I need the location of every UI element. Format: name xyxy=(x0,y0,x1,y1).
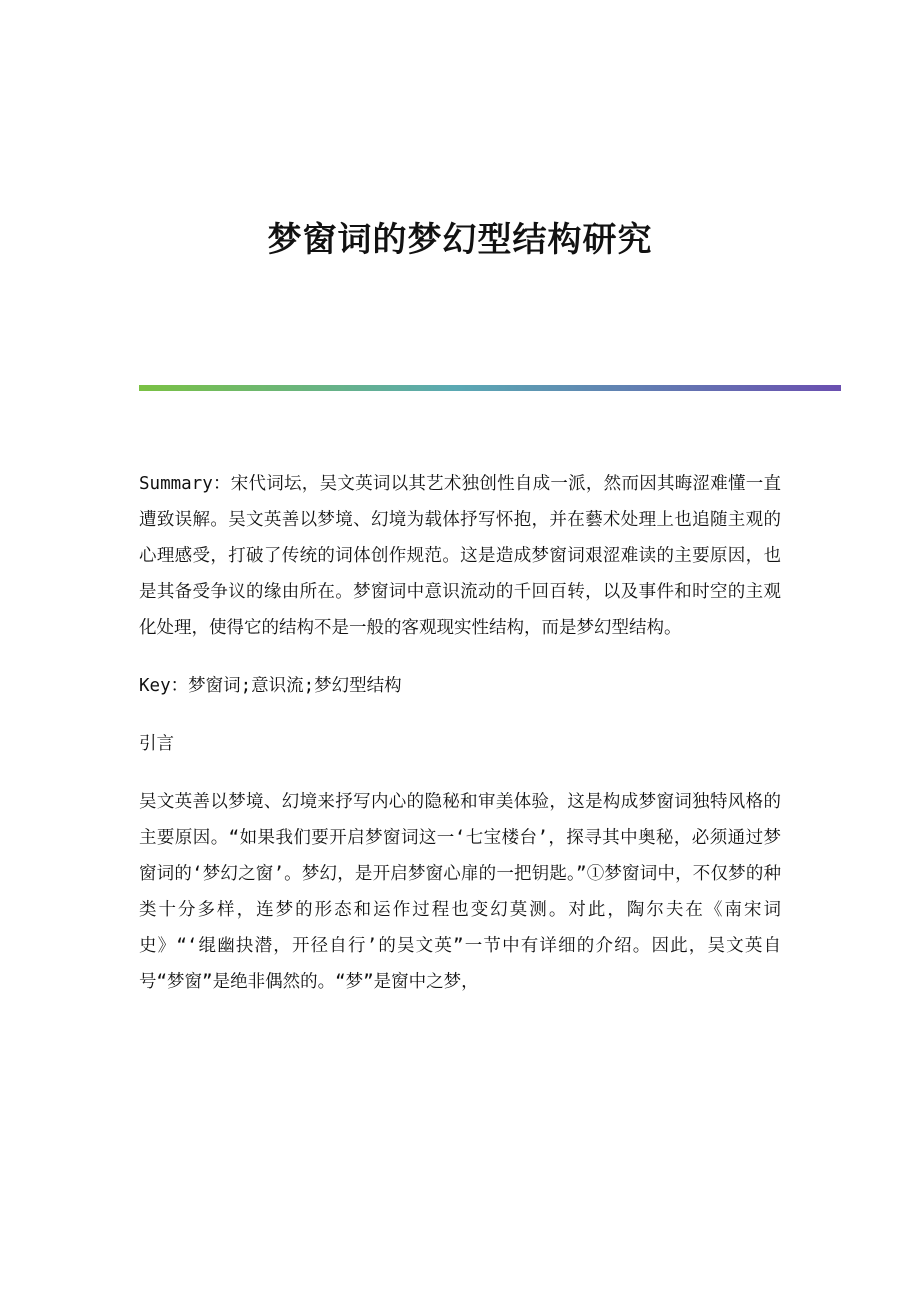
summary-text: 宋代词坛，吴文英词以其艺术独创性自成一派，然而因其晦涩难懂一直遭致误解。吴文英善以梦境、幻境为载体抒写怀抱，并在藝术处理上也追随主观的心理感受，打破了传统的词体创作规范。这是造成梦窗词艰涩难读的主要原因，也是其备受争议的缘由所在。梦窗词中意识流动的千回百转，以及事件和时空的主观化处理，使得它的结构不是一般的客观现实性结构，而是梦幻型结构。 xyxy=(139,474,781,638)
intro-paragraph: 吴文英善以梦境、幻境来抒写内心的隐秘和审美体验，这是构成梦窗词独特风格的主要原因。“如果我们要开启梦窗词这一‘七宝楼台’，探寻其中奥秘，必须通过梦窗词的‘梦幻之窗’。梦幻，是开启梦窗心扉的一把钥匙。”①梦窗词中，不仅梦的种类十分多样，连梦的形态和运作过程也变幻莫测。对此，陶尔夫在《南宋词史》“‘绲幽抉潜，开径自行’的吴文英”一节中有详细的介绍。因此，吴文英自号“梦窗”是绝非偶然的。“梦”是窗中之梦， xyxy=(139,792,781,992)
summary-paragraph xyxy=(139,466,781,646)
keywords-label: Key： xyxy=(139,676,189,696)
keywords-line xyxy=(139,668,781,704)
keywords-text: 梦窗词;意识流;梦幻型结构 xyxy=(188,676,402,696)
document-body xyxy=(139,466,781,1022)
section-heading: 引言 xyxy=(139,734,174,754)
document-title: 梦窗词的梦幻型结构研究 xyxy=(267,220,653,260)
title-divider xyxy=(139,385,841,391)
summary-label: Summary： xyxy=(139,474,231,494)
